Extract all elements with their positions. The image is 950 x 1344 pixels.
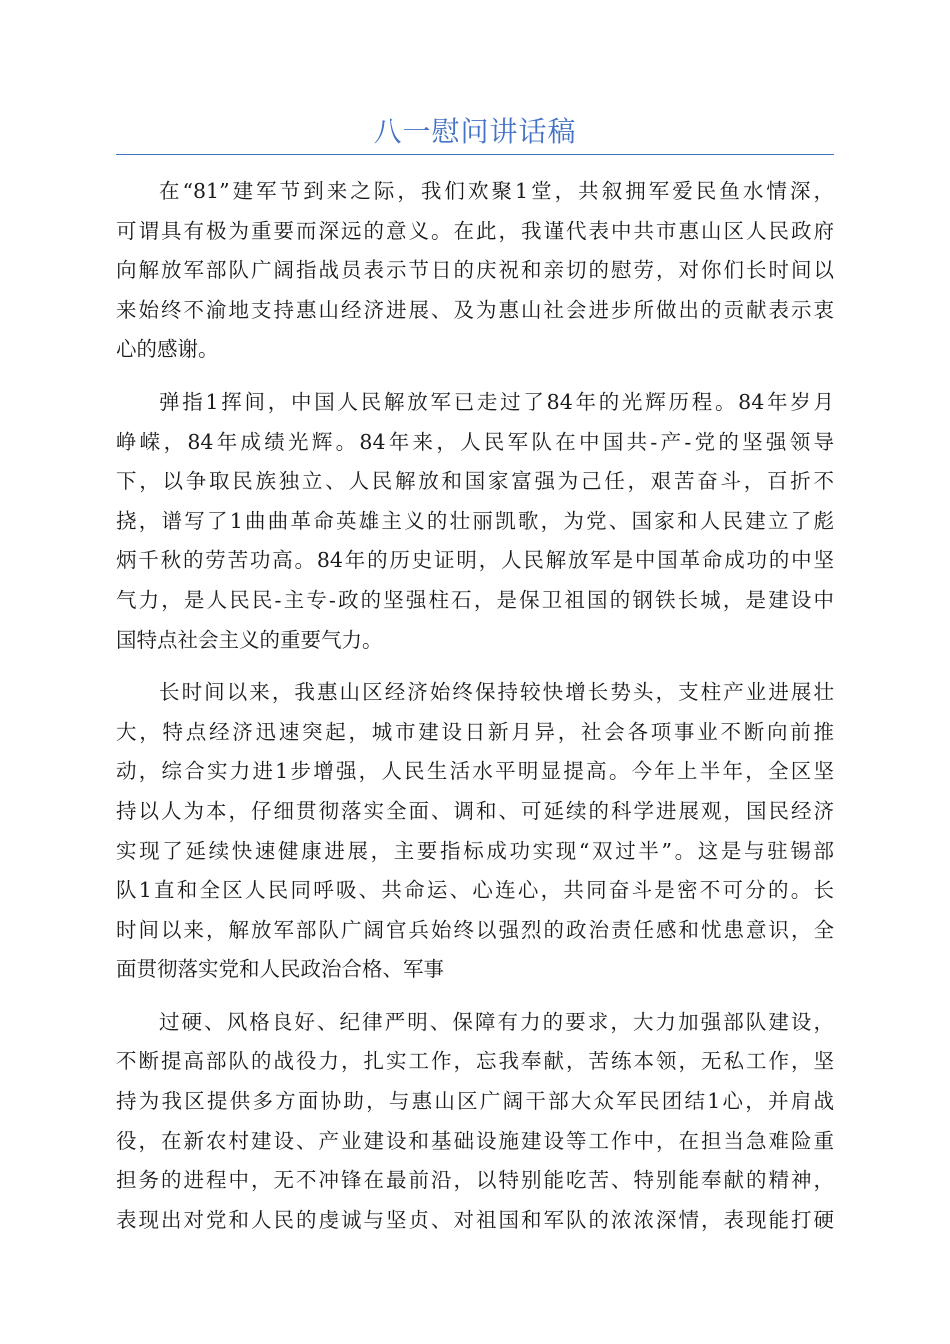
paragraph-line: 长时间以来，我惠山区经济始终保持较快增长势头，支柱产业进展壮 — [159, 680, 834, 705]
paragraph-line: 队1直和全区人民同呼吸、共命运、心连心，共同奋斗是密不可分的。长 — [116, 878, 834, 903]
paragraph-line: 持为我区提供多方面协助，与惠山区广阔干部大众军民团结1心，并肩战 — [116, 1089, 834, 1114]
paragraph — [116, 383, 834, 660]
paragraph-line: 在“81”建军节到来之际，我们欢聚1堂，共叙拥军爱民鱼水情深， — [159, 179, 834, 203]
paragraph-line: 持以人为本，仔细贯彻落实全面、调和、可延续的科学进展观，国民经济 — [116, 798, 834, 823]
paragraph-line: 大，特点经济迅速突起，城市建设日新月异，社会各项事业不断向前推 — [116, 719, 834, 744]
paragraph-line: 来始终不渝地支持惠山经济进展、及为惠山社会进步所做出的贡献表示衷 — [116, 297, 834, 322]
paragraph-line: 峥嵘，84年成绩光辉。84年来，人民军队在中国共-产-党的坚强领导 — [116, 429, 834, 454]
paragraph-line: 炳千秋的劳苦功高。84年的历史证明，人民解放军是中国革命成功的中坚 — [116, 548, 834, 573]
paragraph-line: 时间以来，解放军部队广阔官兵始终以强烈的政治责任感和忧患意识，全 — [116, 917, 834, 942]
paragraph-line: 不断提高部队的战役力，扎实工作，忘我奉献，苦练本领，无私工作，坚 — [116, 1049, 834, 1074]
paragraph-line: 担务的进程中，无不冲锋在最前沿，以特别能吃苦、特别能奉献的精神， — [116, 1168, 834, 1193]
paragraph-line: 下，以争取民族独立、人民解放和国家富强为己任，艰苦奋斗，百折不 — [116, 469, 834, 494]
paragraph-line: 表现出对党和人民的虔诚与坚贞、对祖国和军队的浓浓深情，表现能打硬 — [116, 1207, 834, 1232]
document-body — [116, 172, 834, 1253]
paragraph-line: 心的感谢。 — [116, 337, 219, 362]
paragraph-line: 动，综合实力进1步增强，人民生活水平明显提高。今年上半年，全区坚 — [116, 759, 834, 784]
paragraph-line: 向解放军部队广阔指战员表示节日的庆祝和亲切的慰劳，对你们长时间以 — [116, 258, 834, 283]
paragraph-line: 实现了延续快速健康进展，主要指标成功实现“双过半”。这是与驻锡部 — [116, 838, 834, 863]
paragraph-line: 役，在新农村建设、产业建设和基础设施建设等工作中，在担当急难险重 — [116, 1128, 834, 1153]
paragraph-line: 弹指1挥间，中国人民解放军已走过了84年的光辉历程。84年岁月 — [159, 389, 834, 414]
paragraph-line: 挠，谱写了1曲曲革命英雄主义的壮丽凯歌，为党、国家和人民建立了彪 — [116, 508, 834, 533]
paragraph-line: 过硬、风格良好、纪律严明、保障有力的要求，大力加强部队建设， — [159, 1009, 834, 1034]
paragraph — [116, 1003, 834, 1241]
paragraph-line: 气力，是人民民-主专-政的坚强柱石，是保卫祖国的钢铁长城，是建设中 — [116, 587, 834, 612]
paragraph — [116, 172, 834, 370]
paragraph-line: 面贯彻落实党和人民政治合格、军事 — [116, 957, 444, 982]
document-title: 八一慰问讲话稿 — [373, 115, 577, 148]
paragraph-line: 国特点社会主义的重要气力。 — [116, 627, 383, 652]
paragraph-line: 可谓具有极为重要而深远的意义。在此，我谨代表中共市惠山区人民政府 — [116, 218, 834, 243]
paragraph — [116, 673, 834, 990]
title-underline — [116, 154, 834, 155]
